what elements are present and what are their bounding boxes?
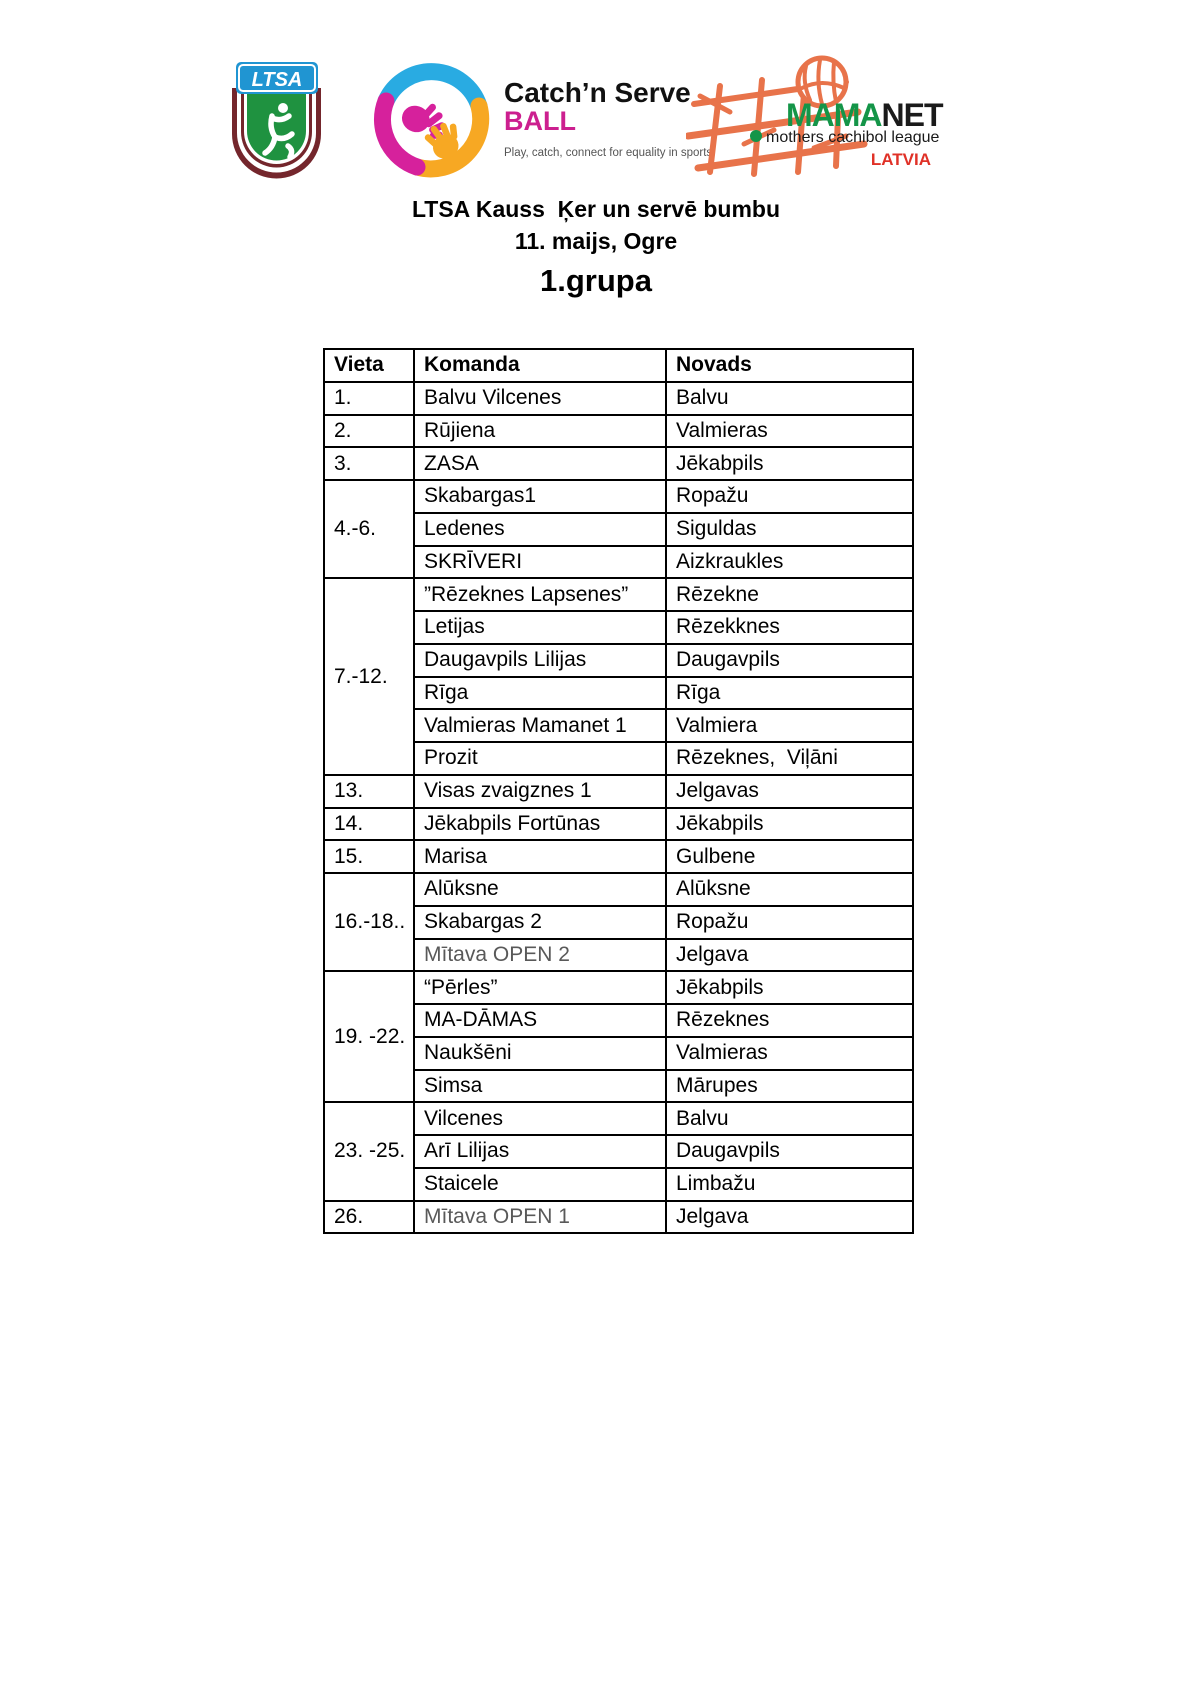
table-row: [324, 840, 913, 873]
catch-logo-ball: BALL: [504, 106, 576, 137]
komanda-cell: Prozit: [414, 742, 666, 775]
mamanet-word-mama: MAMA: [786, 97, 882, 133]
ltsa-logo: [224, 58, 330, 187]
komanda-cell: Valmieras Mamanet 1: [414, 709, 666, 742]
komanda-cell: MA-DĀMAS: [414, 1004, 666, 1037]
novads-cell: Jelgava: [666, 939, 913, 972]
vieta-cell: 15.: [324, 840, 414, 873]
mamanet-logo: [686, 52, 966, 185]
komanda-cell: Staicele: [414, 1168, 666, 1201]
ltsa-shield-icon: [224, 58, 330, 182]
svg-text:MAMANET: [786, 97, 944, 133]
vieta-cell: 13.: [324, 775, 414, 808]
komanda-cell: Vilcenes: [414, 1102, 666, 1135]
novads-cell: Alūksne: [666, 873, 913, 906]
catch-logo-tagline: Play, catch, connect for equality in sports!: [504, 147, 716, 160]
mamanet-country: LATVIA: [870, 150, 931, 169]
table-row: [324, 808, 913, 841]
komanda-cell: Alūksne: [414, 873, 666, 906]
vieta-cell: 19. -22.: [324, 971, 414, 1102]
novads-cell: Valmieras: [666, 415, 913, 448]
table-row: [324, 578, 913, 611]
novads-cell: Jēkabpils: [666, 447, 913, 480]
document-subtitle: 11. maijs, Ogre: [514, 228, 678, 254]
catch-logo-text: [504, 60, 715, 159]
vieta-cell: 4.-6.: [324, 480, 414, 578]
novads-cell: Limbažu: [666, 1168, 913, 1201]
komanda-cell: Naukšēni: [414, 1037, 666, 1070]
komanda-cell: Arī Lilijas: [414, 1135, 666, 1168]
table-row: [324, 1201, 913, 1234]
komanda-cell: “Pērles”: [414, 971, 666, 1004]
table-row: [324, 1102, 913, 1135]
table-row: [324, 775, 913, 808]
komanda-cell: Mītava OPEN 2: [414, 939, 666, 972]
novads-cell: Rīga: [666, 677, 913, 710]
table-row: [324, 873, 913, 906]
komanda-cell: ”Rēzeknes Lapsenes”: [414, 578, 666, 611]
novads-cell: Siguldas: [666, 513, 913, 546]
komanda-cell: Ledenes: [414, 513, 666, 546]
table-row: [324, 447, 913, 480]
komanda-cell: Visas zvaigznes 1: [414, 775, 666, 808]
novads-cell: Mārupes: [666, 1070, 913, 1103]
novads-cell: Daugavpils: [666, 644, 913, 677]
group-heading: 1.grupa: [540, 263, 652, 298]
table-header-row: [324, 349, 913, 382]
novads-cell: Rēzekne: [666, 578, 913, 611]
novads-cell: Daugavpils: [666, 1135, 913, 1168]
novads-cell: Balvu: [666, 1102, 913, 1135]
vieta-cell: 1.: [324, 382, 414, 415]
catch-ball-ring-icon: [370, 60, 492, 182]
komanda-cell: Daugavpils Lilijas: [414, 644, 666, 677]
komanda-cell: Rīga: [414, 677, 666, 710]
mamanet-dot-icon: [750, 130, 762, 142]
novads-cell: Ropažu: [666, 906, 913, 939]
mamanet-word-net: NET: [881, 97, 943, 133]
table-row: [324, 480, 913, 513]
komanda-cell: Mītava OPEN 1: [414, 1201, 666, 1234]
column-header-komanda: Komanda: [414, 349, 666, 382]
column-header-novads: Novads: [666, 349, 913, 382]
novads-cell: Jēkabpils: [666, 808, 913, 841]
komanda-cell: SKRĪVERI: [414, 546, 666, 579]
novads-cell: Ropažu: [666, 480, 913, 513]
novads-cell: Rēzeknes, Viļāni: [666, 742, 913, 775]
novads-cell: Valmiera: [666, 709, 913, 742]
document-title: LTSA Kauss Ķer un servē bumbu: [411, 196, 781, 222]
mamanet-subtitle: mothers cachibol league: [766, 129, 940, 146]
novads-cell: Jelgava: [666, 1201, 913, 1234]
komanda-cell: Balvu Vilcenes: [414, 382, 666, 415]
vieta-cell: 23. -25.: [324, 1102, 414, 1200]
ltsa-banner-text: LTSA: [251, 69, 303, 91]
novads-cell: Rēzeknes: [666, 1004, 913, 1037]
komanda-cell: ZASA: [414, 447, 666, 480]
table-row: [324, 971, 913, 1004]
table-row: [324, 415, 913, 448]
novads-cell: Gulbene: [666, 840, 913, 873]
komanda-cell: Skabargas 2: [414, 906, 666, 939]
novads-cell: Jēkabpils: [666, 971, 913, 1004]
catch-logo-title: Catch’n Serve: [504, 77, 691, 108]
novads-cell: Valmieras: [666, 1037, 913, 1070]
novads-cell: Aizkraukles: [666, 546, 913, 579]
results-table: [323, 348, 914, 1234]
komanda-cell: Letijas: [414, 611, 666, 644]
vieta-cell: 3.: [324, 447, 414, 480]
novads-cell: Balvu: [666, 382, 913, 415]
vieta-cell: 16.-18..: [324, 873, 414, 971]
table-row: [324, 382, 913, 415]
column-header-vieta: Vieta: [324, 349, 414, 382]
novads-cell: Rēzekknes: [666, 611, 913, 644]
vieta-cell: 2.: [324, 415, 414, 448]
novads-cell: Jelgavas: [666, 775, 913, 808]
vieta-cell: 26.: [324, 1201, 414, 1234]
komanda-cell: Rūjiena: [414, 415, 666, 448]
catchn-serve-ball-logo: [370, 60, 715, 182]
komanda-cell: Jēkabpils Fortūnas: [414, 808, 666, 841]
mamanet-net-icon: [686, 52, 966, 180]
vieta-cell: 7.-12.: [324, 578, 414, 775]
komanda-cell: Simsa: [414, 1070, 666, 1103]
komanda-cell: Marisa: [414, 840, 666, 873]
komanda-cell: Skabargas1: [414, 480, 666, 513]
vieta-cell: 14.: [324, 808, 414, 841]
